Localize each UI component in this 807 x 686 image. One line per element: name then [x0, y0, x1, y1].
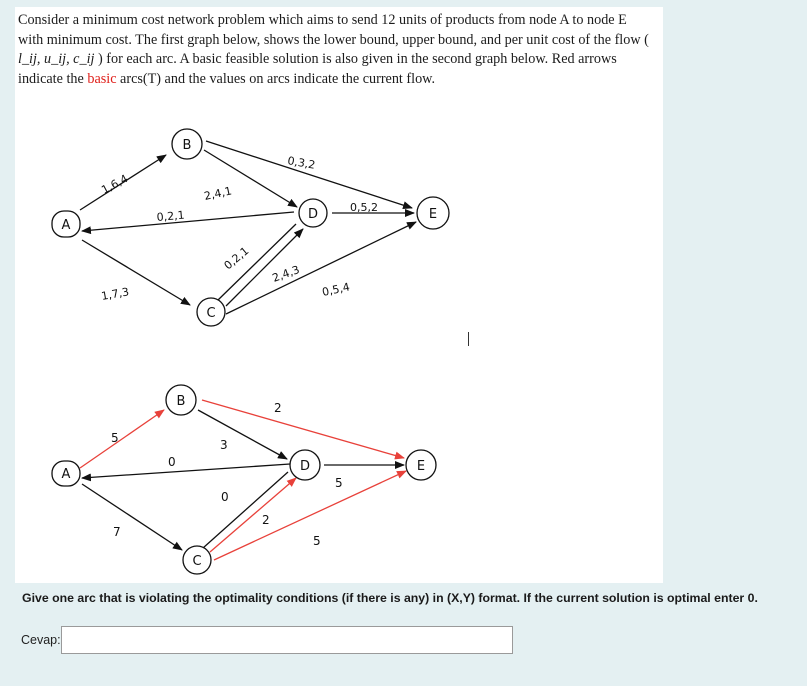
g2-node-D [290, 450, 320, 480]
svg-text:C: C [206, 306, 216, 321]
answer-input[interactable] [61, 626, 513, 654]
g2-flow-AB: 5 [111, 431, 119, 445]
g2-flow-CD: 2 [262, 513, 270, 527]
svg-text:A: A [61, 467, 71, 482]
g1-label-CD: 2,4,3 [270, 263, 302, 285]
svg-text:E: E [416, 459, 426, 474]
g2-arc-CB [203, 472, 288, 548]
g2-flow-BD: 3 [220, 438, 228, 452]
svg-text:D: D [299, 459, 311, 474]
g1-arc-AC [82, 240, 190, 305]
g2-flow-BE: 2 [274, 401, 282, 415]
graph1 [52, 129, 449, 326]
g1-label-CE: 0,5,4 [320, 280, 352, 299]
g1-label-DE: 0,5,2 [350, 201, 378, 214]
g1-label-AB: 1,6,4 [99, 172, 131, 197]
g1-node-D [299, 199, 327, 227]
svg-text:D: D [307, 207, 319, 222]
g2-flow-CB: 0 [221, 490, 229, 504]
g1-node-A [52, 211, 80, 237]
text-cursor [468, 332, 469, 346]
g2-arc-CE [214, 471, 406, 560]
basic-word: basic [87, 70, 117, 87]
answer-label: Cevap: [21, 633, 61, 647]
g1-arc-BE [206, 141, 412, 208]
g2-arc-DA [82, 464, 290, 478]
g2-arc-AC [82, 484, 182, 550]
g1-label-BE: 0,3,2 [286, 154, 317, 172]
g2-node-A [52, 461, 80, 486]
g1-arc-DA [82, 212, 294, 231]
g2-flow-DA: 0 [168, 455, 176, 469]
problem-statement: Consider a minimum cost network problem which aims to send 12 units of products from node A to node E with minimum cost. The first graph below, shows the lower bound, upper bound, and per unit cost of the flow ( l_ij, u_ij, c_ij ) for each arc. A basic feasible solution is also given in the second graph below. Red arrows indicate the basic arcs(T) and the values on arcs indicate the current flow. [18, 12, 649, 87]
svg-text:A: A [61, 218, 71, 233]
g1-label-BD: 2,4,1 [202, 184, 234, 203]
g2-arc-BD [198, 410, 287, 459]
graph2 [52, 385, 436, 574]
g1-label-AC: 1,7,3 [100, 285, 131, 303]
instruction-text: Give one arc that is violating the optimality conditions (if there is any) in (X,Y) format. If the current solution is optimal enter 0. [22, 591, 758, 605]
flow-formula: l_ij, u_ij, c_ij [18, 51, 98, 67]
svg-text:E: E [428, 207, 438, 222]
g1-node-C [197, 298, 225, 326]
g1-node-E [417, 197, 449, 229]
g2-flow-CE: 5 [313, 534, 321, 548]
g1-arc-CE [226, 222, 416, 314]
g1-label-CB: 0,2,1 [221, 244, 252, 273]
g2-flow-AC: 7 [113, 525, 121, 539]
g2-arc-AB [80, 410, 164, 468]
svg-text:C: C [192, 554, 202, 569]
g1-label-DA: 0,2,1 [156, 208, 186, 224]
g2-node-C [183, 546, 211, 574]
g2-node-E [406, 450, 436, 480]
g2-flow-DE: 5 [335, 476, 343, 490]
svg-text:B: B [176, 394, 186, 409]
svg-text:B: B [182, 138, 192, 153]
g1-node-B [172, 129, 202, 159]
g2-node-B [166, 385, 196, 415]
